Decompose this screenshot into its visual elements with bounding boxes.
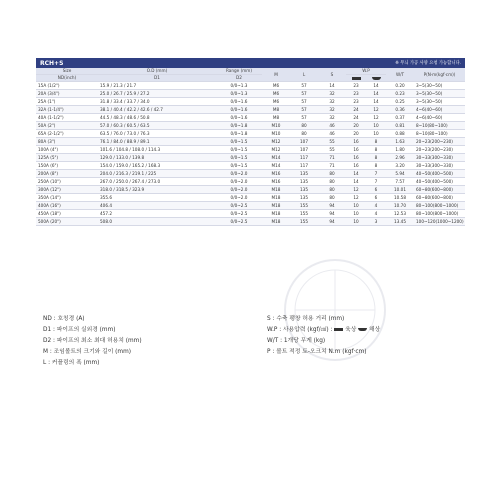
cell-l: 135	[290, 170, 318, 178]
table-row	[36, 154, 465, 162]
cell-wp1: 12	[346, 186, 366, 194]
cell-size: 450A (18")	[36, 210, 98, 218]
cell-size: 125A (5")	[36, 154, 98, 162]
cell-wp2: 7	[366, 178, 386, 186]
cell-m: M6	[262, 98, 290, 106]
cell-wp1: 16	[346, 146, 366, 154]
cell-l: 80	[290, 130, 318, 138]
cell-p: 40~50(400~500)	[414, 178, 465, 186]
cell-od: 63.5 / 76.0 / 73.0 / 76.3	[98, 130, 216, 138]
cell-od: 457.2	[98, 210, 216, 218]
cell-wp2: 14	[366, 82, 386, 90]
cell-l: 155	[290, 202, 318, 210]
table-row	[36, 178, 465, 186]
cell-size: 20A (3/4")	[36, 90, 98, 98]
table-header-bar	[36, 58, 465, 68]
cell-range: 0/0~2.0	[216, 186, 262, 194]
table-row	[36, 106, 465, 114]
table-row	[36, 82, 465, 90]
cell-od: 44.5 / 48.3 / 48.6 / 50.8	[98, 114, 216, 122]
cell-od: 318.0 / 318.5 / 323.9	[98, 186, 216, 194]
cell-s: 32	[318, 98, 346, 106]
cell-s: 32	[318, 90, 346, 98]
table-row	[36, 194, 465, 202]
legend-s: S : 수축 팽창 허용 거리 (mm)	[267, 316, 345, 322]
table-row	[36, 218, 465, 226]
cell-m: M12	[262, 138, 290, 146]
cell-wp1: 10	[346, 218, 366, 226]
table-row	[36, 170, 465, 178]
cell-m: M14	[262, 154, 290, 162]
cell-size: 100A (4")	[36, 146, 98, 154]
cell-m: M18	[262, 210, 290, 218]
cell-s: 55	[318, 138, 346, 146]
header-note: ※ 무늬 가공 사양 요청 가능합니다.	[395, 61, 461, 66]
cell-wt: 0.20	[386, 82, 414, 90]
legend-wp-land: 육상	[345, 327, 357, 333]
table-row	[36, 138, 465, 146]
cell-p: 20~23(200~230)	[414, 138, 465, 146]
cell-s: 71	[318, 162, 346, 170]
cell-l: 135	[290, 186, 318, 194]
land-icon	[346, 75, 366, 82]
cell-wp1: 23	[346, 82, 366, 90]
cell-wt: 0.37	[386, 114, 414, 122]
cell-p: 60~80(600~800)	[414, 194, 465, 202]
cell-range: 0/0~1.3	[216, 90, 262, 98]
col-size-sub: ND(inch)	[36, 75, 98, 82]
col-range-sub: D2	[216, 75, 262, 82]
cell-od: 154.0 / 159.0 / 165.2 / 168.3	[98, 162, 216, 170]
cell-range: 0/0~1.8	[216, 130, 262, 138]
cell-wt: 12.53	[386, 210, 414, 218]
cell-l: 107	[290, 146, 318, 154]
cell-p: 60~80(600~800)	[414, 186, 465, 194]
cell-od: 31.8 / 33.4 / 33.7 / 34.0	[98, 98, 216, 106]
cell-wt: 1.80	[386, 146, 414, 154]
cell-range: 0/0~2.5	[216, 218, 262, 226]
cell-wp2: 8	[366, 146, 386, 154]
cell-m: M10	[262, 130, 290, 138]
cell-m: M16	[262, 170, 290, 178]
cell-wp2: 14	[366, 90, 386, 98]
cell-wt: 0.36	[386, 106, 414, 114]
cell-s: 32	[318, 106, 346, 114]
cell-od: 406.4	[98, 202, 216, 210]
cell-wt: 0.23	[386, 90, 414, 98]
legend-nd: ND : 호칭경 (A)	[43, 316, 85, 322]
cell-m: M14	[262, 162, 290, 170]
cell-wp2: 4	[366, 202, 386, 210]
cell-od: 38.1 / 40.4 / 42.2 / 42.6 / 42.7	[98, 106, 216, 114]
cell-size: 200A (8")	[36, 170, 98, 178]
cell-wp2: 8	[366, 154, 386, 162]
cell-wp2: 4	[366, 210, 386, 218]
cell-l: 57	[290, 114, 318, 122]
col-wt: W/T	[386, 68, 414, 82]
spec-table	[36, 68, 465, 226]
col-range: Range (mm)	[216, 68, 262, 75]
ship-icon	[366, 75, 386, 82]
cell-range: 0/0~2.5	[216, 202, 262, 210]
cell-size: 500A (20")	[36, 218, 98, 226]
cell-l: 57	[290, 106, 318, 114]
cell-size: 15A (1/2")	[36, 82, 98, 90]
cell-l: 80	[290, 122, 318, 130]
cell-wp1: 20	[346, 122, 366, 130]
col-p: P(N·m(kgf·cm))	[414, 68, 465, 82]
cell-wp2: 6	[366, 194, 386, 202]
cell-range: 0/0~1.8	[216, 122, 262, 130]
cell-size: 250A (10")	[36, 178, 98, 186]
table-row	[36, 202, 465, 210]
col-m: M	[262, 68, 290, 82]
cell-wt: 1.63	[386, 138, 414, 146]
cell-wp2: 8	[366, 162, 386, 170]
cell-wp1: 14	[346, 170, 366, 178]
legend-wp-ship: 해상	[369, 327, 381, 333]
col-od: O.D (mm)	[98, 68, 216, 75]
cell-wp1: 23	[346, 98, 366, 106]
cell-wp1: 23	[346, 90, 366, 98]
cell-wp1: 10	[346, 202, 366, 210]
legend-wp-text: W.P : 사용압력 (kgf/㎠) :	[267, 327, 333, 333]
cell-range: 0/0~1.6	[216, 106, 262, 114]
cell-m: M10	[262, 122, 290, 130]
cell-l: 57	[290, 82, 318, 90]
cell-l: 135	[290, 178, 318, 186]
cell-range: 0/0~1.5	[216, 138, 262, 146]
legend-l: L : 커플링의 폭 (mm)	[43, 360, 100, 366]
cell-s: 71	[318, 154, 346, 162]
cell-wp2: 12	[366, 106, 386, 114]
cell-l: 57	[290, 90, 318, 98]
table-row	[36, 98, 465, 106]
cell-wt: 3.20	[386, 162, 414, 170]
cell-size: 65A (2-1/2")	[36, 130, 98, 138]
cell-p: 40~50(400~500)	[414, 170, 465, 178]
cell-size: 150A (6")	[36, 162, 98, 170]
cell-s: 94	[318, 218, 346, 226]
table-row	[36, 90, 465, 98]
cell-wp2: 3	[366, 218, 386, 226]
cell-range: 0/0~1.6	[216, 98, 262, 106]
cell-s: 94	[318, 202, 346, 210]
cell-p: 3~5(30~50)	[414, 90, 465, 98]
cell-s: 80	[318, 194, 346, 202]
cell-wp1: 16	[346, 154, 366, 162]
cell-range: 0/0~2.0	[216, 178, 262, 186]
cell-s: 80	[318, 170, 346, 178]
col-wp: W.P	[346, 68, 386, 75]
cell-wt: 0.81	[386, 122, 414, 130]
cell-wt: 0.88	[386, 130, 414, 138]
cell-p: 4~6(40~60)	[414, 106, 465, 114]
legend-m: M : 조임볼트의 크기와 길이 (mm)	[43, 349, 131, 355]
cell-range: 0/0~2.0	[216, 170, 262, 178]
table-row	[36, 186, 465, 194]
table-row	[36, 114, 465, 122]
cell-od: 25.0 / 26.7 / 25.9 / 27.2	[98, 90, 216, 98]
cell-p: 100~120(1000~1200)	[416, 218, 464, 224]
cell-s: 46	[318, 130, 346, 138]
cell-range: 0/0~1.3	[216, 82, 262, 90]
cell-size: 400A (16")	[36, 202, 98, 210]
cell-od: 129.0 / 133.0 / 139.8	[98, 154, 216, 162]
cell-l: 155	[290, 218, 318, 226]
cell-od: 101.6 / 104.8 / 108.0 / 114.3	[98, 146, 216, 154]
cell-s: 55	[318, 146, 346, 154]
cell-s: 14	[318, 82, 346, 90]
cell-s: 32	[318, 114, 346, 122]
cell-wp2: 12	[366, 114, 386, 122]
cell-p: 20~23(200~230)	[414, 146, 465, 154]
product-title: RCH+S	[40, 59, 64, 67]
cell-s: 80	[318, 186, 346, 194]
col-size: Size	[36, 68, 98, 75]
cell-p: 30~33(300~330)	[414, 154, 465, 162]
cell-wp1: 24	[346, 106, 366, 114]
cell-wp1: 16	[346, 138, 366, 146]
cell-p: 30~33(300~330)	[414, 162, 465, 170]
cell-wp1: 12	[346, 194, 366, 202]
cell-od: 508.0	[98, 218, 216, 226]
cell-l: 117	[290, 162, 318, 170]
cell-range: 0/0~1.5	[216, 162, 262, 170]
table-row	[36, 146, 465, 154]
ship-icon	[358, 328, 367, 331]
cell-s: 80	[318, 178, 346, 186]
cell-size: 80A (3")	[36, 138, 98, 146]
cell-m: M6	[262, 82, 290, 90]
cell-l: 117	[290, 154, 318, 162]
cell-wt: 7.57	[386, 178, 414, 186]
cell-m: M16	[262, 178, 290, 186]
land-icon	[334, 328, 343, 331]
cell-p: 80~100(800~1000)	[414, 202, 465, 210]
cell-od: 355.6	[98, 194, 216, 202]
cell-m: M8	[262, 114, 290, 122]
cell-range: 0/0~2.5	[216, 210, 262, 218]
cell-wp1: 24	[346, 114, 366, 122]
cell-range: 0/0~1.5	[216, 154, 262, 162]
cell-wp2: 7	[366, 170, 386, 178]
cell-od: 76.1 / 84.0 / 88.9 / 89.1	[98, 138, 216, 146]
cell-wp2: 8	[366, 138, 386, 146]
cell-od: 204.0 / 216.3 / 219.1 / 225	[98, 170, 216, 178]
cell-wp2: 10	[366, 130, 386, 138]
spec-sheet	[36, 58, 465, 226]
cell-wp2: 6	[366, 186, 386, 194]
cell-s: 46	[318, 122, 346, 130]
cell-m: M18	[262, 194, 290, 202]
cell-size: 350A (14")	[36, 194, 98, 202]
cell-size: 40A (1-1/2")	[36, 114, 98, 122]
col-od-sub: D1	[98, 75, 216, 82]
cell-wp1: 20	[346, 130, 366, 138]
table-row	[36, 162, 465, 170]
legend-d2: D2 : 파이프의 최소 최대 허용치 (mm)	[43, 338, 142, 344]
cell-l: 155	[290, 210, 318, 218]
cell-m: M8	[262, 106, 290, 114]
col-l: L	[290, 68, 318, 82]
table-row	[36, 210, 465, 218]
cell-m: M18	[262, 202, 290, 210]
cell-size: 25A (1")	[36, 98, 98, 106]
legend-d1: D1 : 파이프의 실외경 (mm)	[43, 327, 116, 333]
cell-m: M18	[262, 218, 290, 226]
cell-m: M6	[262, 90, 290, 98]
spec-table-body	[36, 82, 465, 226]
cell-range: 0/0~1.5	[216, 146, 262, 154]
cell-size: 32A (1-1/4")	[36, 106, 98, 114]
cell-range: 0/0~2.0	[216, 194, 262, 202]
col-s: S	[318, 68, 346, 82]
cell-od: 267.0 / 250.0 / 267.4 / 273.0	[98, 178, 216, 186]
cell-wt: 13.45	[386, 218, 414, 226]
cell-p: 8~10(80~100)	[414, 130, 465, 138]
legend-wt: W/T : 1개당 무게 (kg)	[267, 338, 326, 344]
cell-p: 4~6(40~60)	[414, 114, 465, 122]
cell-p: 80~100(800~1000)	[414, 210, 465, 218]
table-row	[36, 122, 465, 130]
cell-wt: 10.58	[386, 194, 414, 202]
cell-p: 3~5(30~50)	[414, 82, 465, 90]
cell-wp1: 16	[346, 162, 366, 170]
cell-s: 94	[318, 210, 346, 218]
cell-size: 300A (12")	[36, 186, 98, 194]
legend-wp	[267, 324, 380, 333]
cell-wp1: 10	[346, 210, 366, 218]
cell-wt: 5.94	[386, 170, 414, 178]
cell-range: 0/0~1.6	[216, 114, 262, 122]
cell-size: 50A (2")	[36, 122, 98, 130]
cell-wt: 0.25	[386, 98, 414, 106]
legend-p: P : 볼트 적정 토-오크치 N.m (kgf·cm)	[267, 349, 367, 355]
cell-wp1: 14	[346, 178, 366, 186]
cell-m: M18	[262, 186, 290, 194]
table-row	[36, 130, 465, 138]
cell-l: 57	[290, 98, 318, 106]
cell-wt: 10.70	[386, 202, 414, 210]
cell-od: 15.9 / 21.3 / 21.7	[98, 82, 216, 90]
cell-wp2: 10	[366, 122, 386, 130]
cell-m: M12	[262, 146, 290, 154]
cell-od: 57.0 / 60.3 / 60.5 / 63.5	[98, 122, 216, 130]
cell-l: 135	[290, 194, 318, 202]
cell-p: 3~5(30~50)	[414, 98, 465, 106]
cell-wp2: 14	[366, 98, 386, 106]
cell-wt: 10.01	[386, 186, 414, 194]
cell-wt: 2.96	[386, 154, 414, 162]
cell-l: 107	[290, 138, 318, 146]
cell-p: 8~10(80~100)	[414, 122, 465, 130]
